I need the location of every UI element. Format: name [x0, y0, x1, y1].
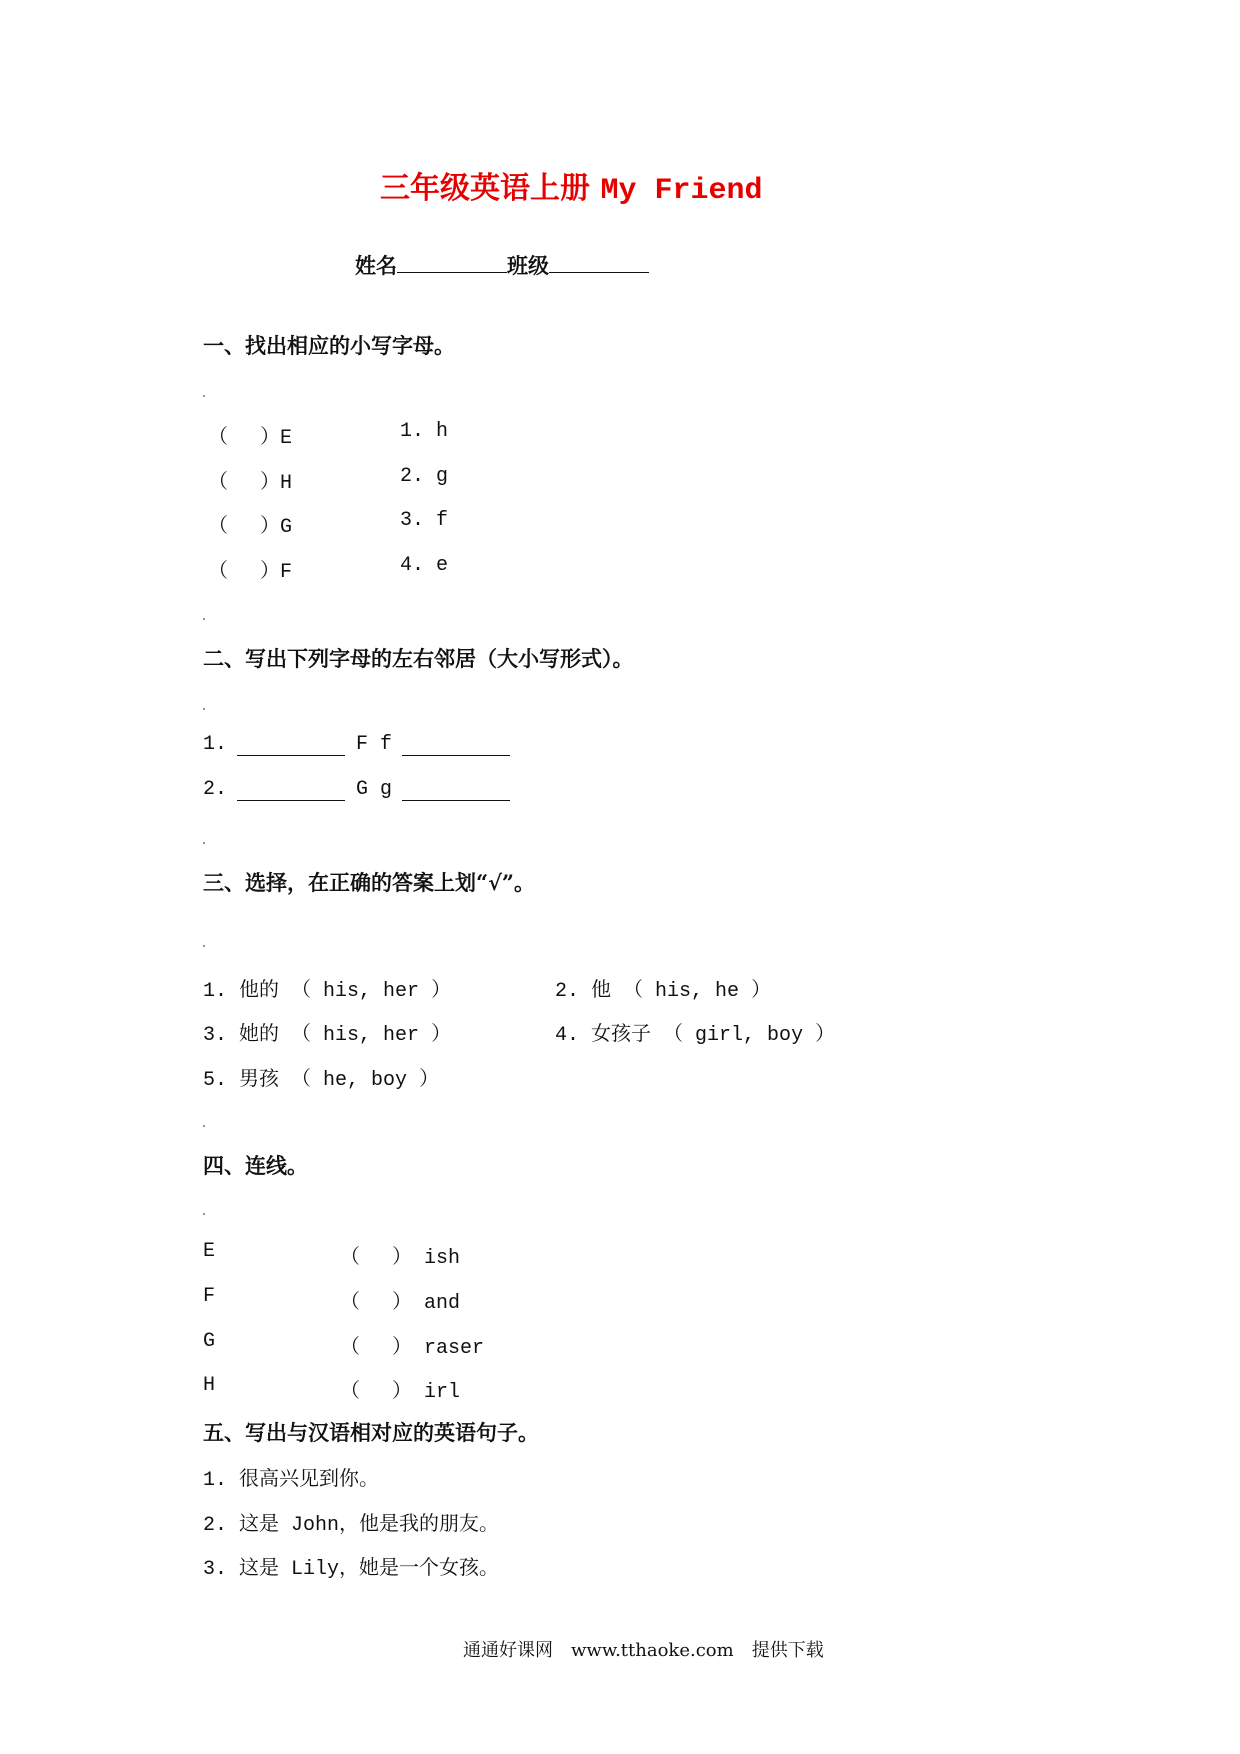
class-blank[interactable]: [549, 254, 649, 273]
class-label: 班级: [507, 253, 549, 278]
s3-item-2: 2. 他 （ his, he ）: [555, 980, 772, 1003]
s1-left-1: （ ）E: [208, 427, 293, 450]
section5-heading: 五、写出与汉语相对应的英语句子。: [203, 1420, 539, 1445]
s1-right-2: 2. g: [400, 465, 449, 488]
s4-right-2: （ ） and: [340, 1292, 461, 1315]
para-mark: [203, 395, 205, 397]
s4-left-2: F: [203, 1285, 216, 1308]
para-mark: [203, 945, 205, 947]
s4-left-1: E: [203, 1240, 216, 1263]
s2-item-2-left-blank[interactable]: [237, 800, 345, 801]
s2-item-1-letters: F f: [356, 733, 393, 756]
s2-item-2-num: 2.: [203, 778, 228, 801]
s3-item-1: 1. 他的 （ his, her ）: [203, 980, 452, 1003]
para-mark: [203, 1213, 205, 1215]
para-mark: [203, 618, 205, 620]
s1-left-2: （ ）H: [208, 472, 293, 495]
s4-left-3: G: [203, 1330, 216, 1353]
s4-right-4: （ ） irl: [340, 1381, 461, 1404]
s4-right-1: （ ） ish: [340, 1247, 461, 1270]
s3-item-3: 3. 她的 （ his, her ）: [203, 1024, 452, 1047]
name-label: 姓名: [355, 253, 397, 278]
s1-right-1: 1. h: [400, 420, 449, 443]
s4-right-3: （ ） raser: [340, 1337, 485, 1360]
s2-item-2-letters: G g: [356, 778, 393, 801]
s3-item-5: 5. 男孩 （ he, boy ）: [203, 1069, 440, 1092]
title-cn: 三年级英语上册: [380, 171, 590, 206]
section2-heading: 二、写出下列字母的左右邻居（大小写形式）。: [203, 646, 634, 671]
section3-heading: 三、选择，在正确的答案上划“√”。: [203, 870, 535, 895]
name-field: [355, 250, 649, 280]
footer-credit: 通通好课网 www.tthaoke.com 提供下载: [463, 1640, 824, 1661]
para-mark: [203, 842, 205, 844]
name-blank[interactable]: [397, 254, 507, 273]
section4-heading: 四、连线。: [203, 1153, 308, 1178]
s2-item-1-left-blank[interactable]: [237, 755, 345, 756]
s2-item-1-right-blank[interactable]: [402, 755, 510, 756]
s1-left-3: （ ）G: [208, 516, 293, 539]
para-mark: [203, 1125, 205, 1127]
s1-left-4: （ ）F: [208, 561, 293, 584]
s2-item-1-num: 1.: [203, 733, 228, 756]
s5-item-1: 1. 很高兴见到你。: [203, 1469, 380, 1492]
s4-left-4: H: [203, 1374, 216, 1397]
title-en: My Friend: [600, 174, 763, 208]
s5-item-2: 2. 这是 John，他是我的朋友。: [203, 1514, 500, 1537]
s1-right-4: 4. e: [400, 554, 449, 577]
s1-right-3: 3. f: [400, 509, 449, 532]
section1-heading: 一、找出相应的小写字母。: [203, 333, 455, 358]
s3-item-4: 4. 女孩子 （ girl, boy ）: [555, 1024, 836, 1047]
s5-item-3: 3. 这是 Lily，她是一个女孩。: [203, 1558, 500, 1581]
worksheet-title: [380, 163, 762, 208]
s2-item-2-right-blank[interactable]: [402, 800, 510, 801]
para-mark: [203, 708, 205, 710]
